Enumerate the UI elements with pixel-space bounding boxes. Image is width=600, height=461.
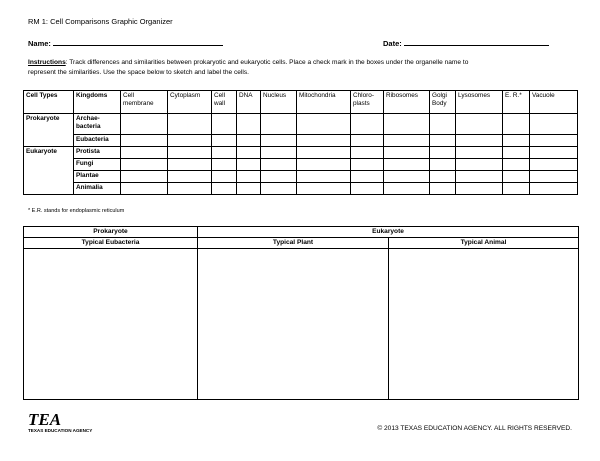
- check-cell[interactable]: [456, 147, 503, 159]
- check-cell[interactable]: [168, 183, 212, 195]
- check-cell[interactable]: [503, 147, 530, 159]
- kingdom-fungi: Fungi: [74, 159, 121, 171]
- kingdom-animalia: Animalia: [74, 183, 121, 195]
- check-cell[interactable]: [430, 135, 456, 147]
- check-cell[interactable]: [351, 147, 384, 159]
- footnote: * E.R. stands for endoplasmic reticulum: [28, 208, 125, 214]
- check-cell[interactable]: [430, 147, 456, 159]
- check-cell[interactable]: [297, 147, 351, 159]
- check-cell[interactable]: [168, 114, 212, 135]
- check-cell[interactable]: [261, 135, 297, 147]
- check-cell[interactable]: [351, 183, 384, 195]
- check-cell[interactable]: [261, 183, 297, 195]
- check-cell[interactable]: [530, 171, 578, 183]
- check-cell[interactable]: [121, 135, 168, 147]
- cell-type-prokaryote: Prokaryote: [24, 114, 74, 147]
- check-cell[interactable]: [297, 135, 351, 147]
- header-chloroplasts: Chloro-plasts: [351, 91, 384, 114]
- sketch-eukaryote-heading: Eukaryote: [198, 227, 579, 238]
- sketch-animal-heading: Typical Animal: [389, 238, 579, 249]
- kingdom-eubacteria: Eubacteria: [74, 135, 121, 147]
- sketch-area-eubacteria[interactable]: [24, 249, 198, 400]
- check-cell[interactable]: [237, 114, 261, 135]
- header-lysosomes: Lysosomes: [456, 91, 503, 114]
- header-cytoplasm: Cytoplasm: [168, 91, 212, 114]
- check-cell[interactable]: [237, 159, 261, 171]
- instructions-line2: represent the similarities. Use the space below to sketch and label the cells.: [28, 68, 250, 76]
- check-cell[interactable]: [384, 147, 430, 159]
- date-underline[interactable]: [404, 38, 549, 46]
- header-cell-membrane: Cell membrane: [121, 91, 168, 114]
- header-kingdoms: Kingdoms: [74, 91, 121, 114]
- copyright: © 2013 TEXAS EDUCATION AGENCY. ALL RIGHTS RESERVED.: [377, 425, 572, 432]
- check-cell[interactable]: [456, 135, 503, 147]
- sketch-subheading-row: [24, 238, 579, 249]
- table-row: [24, 183, 578, 195]
- document-title: RM 1: Cell Comparisons Graphic Organizer: [28, 17, 173, 26]
- check-cell[interactable]: [297, 183, 351, 195]
- check-cell[interactable]: [212, 147, 237, 159]
- sketch-area-animal[interactable]: [389, 249, 579, 400]
- check-cell[interactable]: [237, 183, 261, 195]
- date-field[interactable]: [383, 38, 549, 48]
- table-row: [24, 171, 578, 183]
- check-cell[interactable]: [261, 159, 297, 171]
- check-cell[interactable]: [297, 171, 351, 183]
- check-cell[interactable]: [430, 114, 456, 135]
- check-cell[interactable]: [212, 159, 237, 171]
- check-cell[interactable]: [237, 147, 261, 159]
- check-cell[interactable]: [456, 114, 503, 135]
- check-cell[interactable]: [121, 114, 168, 135]
- check-cell[interactable]: [168, 147, 212, 159]
- header-er: E. R.*: [503, 91, 530, 114]
- check-cell[interactable]: [297, 114, 351, 135]
- check-cell[interactable]: [237, 171, 261, 183]
- check-cell[interactable]: [351, 114, 384, 135]
- header-vacuole: Vacuole: [530, 91, 578, 114]
- check-cell[interactable]: [351, 159, 384, 171]
- check-cell[interactable]: [384, 171, 430, 183]
- cell-type-eukaryote: Eukaryote: [24, 147, 74, 195]
- header-dna: DNA: [237, 91, 261, 114]
- check-cell[interactable]: [168, 159, 212, 171]
- header-ribosomes: Ribosomes: [384, 91, 430, 114]
- sketch-eubacteria-heading: Typical Eubacteria: [24, 238, 198, 249]
- header-golgi-body: Golgi Body: [430, 91, 456, 114]
- check-cell[interactable]: [530, 183, 578, 195]
- check-cell[interactable]: [261, 114, 297, 135]
- check-cell[interactable]: [121, 159, 168, 171]
- check-cell[interactable]: [503, 159, 530, 171]
- check-cell[interactable]: [503, 171, 530, 183]
- table-row: [24, 147, 578, 159]
- check-cell[interactable]: [261, 147, 297, 159]
- check-cell[interactable]: [503, 183, 530, 195]
- check-cell[interactable]: [530, 114, 578, 135]
- table-row: [24, 135, 578, 147]
- check-cell[interactable]: [430, 159, 456, 171]
- check-cell[interactable]: [503, 135, 530, 147]
- header-mitochondria: Mitochondria: [297, 91, 351, 114]
- check-cell[interactable]: [384, 135, 430, 147]
- kingdom-plantae: Plantae: [74, 171, 121, 183]
- check-cell[interactable]: [212, 114, 237, 135]
- organizer-table: [23, 90, 578, 195]
- check-cell[interactable]: [168, 135, 212, 147]
- check-cell[interactable]: [121, 183, 168, 195]
- check-cell[interactable]: [212, 183, 237, 195]
- instructions-line1: : Track differences and similarities between prokaryotic and eukaryotic cells. Place a check mark in the boxes under the organelle name to: [65, 59, 469, 66]
- instructions-label: Instructions: [28, 59, 66, 66]
- tea-logo-mark: TEA: [28, 410, 62, 429]
- check-cell[interactable]: [456, 159, 503, 171]
- kingdom-archaebacteria: Archae-bacteria: [74, 114, 121, 135]
- table-row: [24, 159, 578, 171]
- check-cell[interactable]: [503, 114, 530, 135]
- check-cell[interactable]: [212, 135, 237, 147]
- header-cell-wall: Cell wall: [212, 91, 237, 114]
- check-cell[interactable]: [168, 171, 212, 183]
- check-cell[interactable]: [530, 135, 578, 147]
- check-cell[interactable]: [384, 159, 430, 171]
- sketch-table: [23, 226, 579, 400]
- check-cell[interactable]: [530, 147, 578, 159]
- check-cell[interactable]: [297, 159, 351, 171]
- check-cell[interactable]: [351, 135, 384, 147]
- check-cell[interactable]: [121, 171, 168, 183]
- check-cell[interactable]: [351, 171, 384, 183]
- tea-logo: [27, 410, 107, 434]
- check-cell[interactable]: [237, 135, 261, 147]
- instructions: [28, 58, 576, 77]
- check-cell[interactable]: [430, 171, 456, 183]
- organizer-header-row: [24, 91, 578, 114]
- kingdom-protista: Protista: [74, 147, 121, 159]
- sketch-plant-heading: Typical Plant: [198, 238, 389, 249]
- header-nucleus: Nucleus: [261, 91, 297, 114]
- header-cell-types: Cell Types: [24, 91, 74, 114]
- sketch-prokaryote-heading: Prokaryote: [24, 227, 198, 238]
- name-field[interactable]: [28, 38, 223, 48]
- name-underline[interactable]: [53, 38, 223, 46]
- date-label: Date:: [383, 39, 402, 48]
- sketch-area-row: [24, 249, 579, 400]
- check-cell[interactable]: [261, 171, 297, 183]
- name-label: Name:: [28, 39, 51, 48]
- check-cell[interactable]: [212, 171, 237, 183]
- check-cell[interactable]: [384, 183, 430, 195]
- check-cell[interactable]: [456, 171, 503, 183]
- check-cell[interactable]: [530, 159, 578, 171]
- tea-logo-subtext: TEXAS EDUCATION AGENCY: [28, 428, 93, 433]
- check-cell[interactable]: [121, 147, 168, 159]
- check-cell[interactable]: [384, 114, 430, 135]
- check-cell[interactable]: [456, 183, 503, 195]
- sketch-area-plant[interactable]: [198, 249, 389, 400]
- table-row: [24, 114, 578, 135]
- sketch-group-row: [24, 227, 579, 238]
- check-cell[interactable]: [430, 183, 456, 195]
